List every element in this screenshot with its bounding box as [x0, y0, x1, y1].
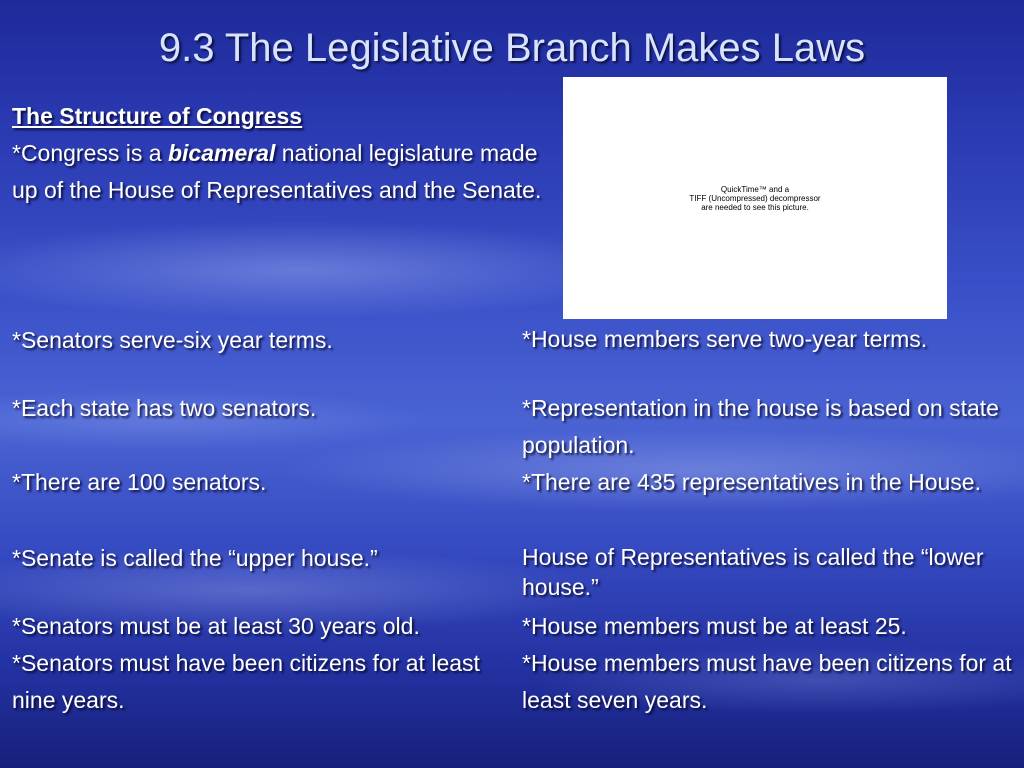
section-heading: The Structure of Congress — [12, 103, 303, 129]
house-fact: *House members must be at least 25. — [522, 613, 907, 639]
senate-fact: *Each state has two senators. — [12, 395, 317, 421]
missing-picture-placeholder — [563, 77, 947, 319]
bicameral-emphasis: bicameral — [167, 140, 276, 166]
senate-fact: *Senators must have been citizens for at least nine years. — [12, 650, 480, 713]
house-fact: *Representation in the house is based on state population. — [522, 395, 999, 458]
placeholder-line-3: are needed to see this picture. — [701, 202, 809, 212]
intro-text-end: national legislature made up of the House of Representatives and the Senate. — [12, 140, 542, 203]
intro-text-start: *Congress is a — [12, 140, 168, 166]
senate-fact: *Senators must be at least 30 years old. — [12, 613, 420, 639]
house-fact: House of Representatives is called the “lower house.” — [522, 544, 984, 600]
senate-fact: *There are 100 senators. — [12, 469, 267, 495]
placeholder-line-2: TIFF (Uncompressed) decompressor — [689, 193, 821, 203]
senate-fact: *Senators serve-six year terms. — [12, 327, 333, 353]
intro-paragraph — [12, 135, 552, 209]
house-fact: *House members must have been citizens for at least seven years. — [522, 650, 1012, 713]
slide-title: 9.3 The Legislative Branch Makes Laws — [158, 26, 866, 70]
senate-fact: *Senate is called the “upper house.” — [12, 545, 378, 571]
placeholder-line-1: QuickTime™ and a — [720, 184, 790, 194]
intro-text — [12, 98, 552, 209]
house-fact: *There are 435 representatives in the House. — [522, 469, 981, 495]
house-fact: *House members serve two-year terms. — [522, 326, 928, 352]
